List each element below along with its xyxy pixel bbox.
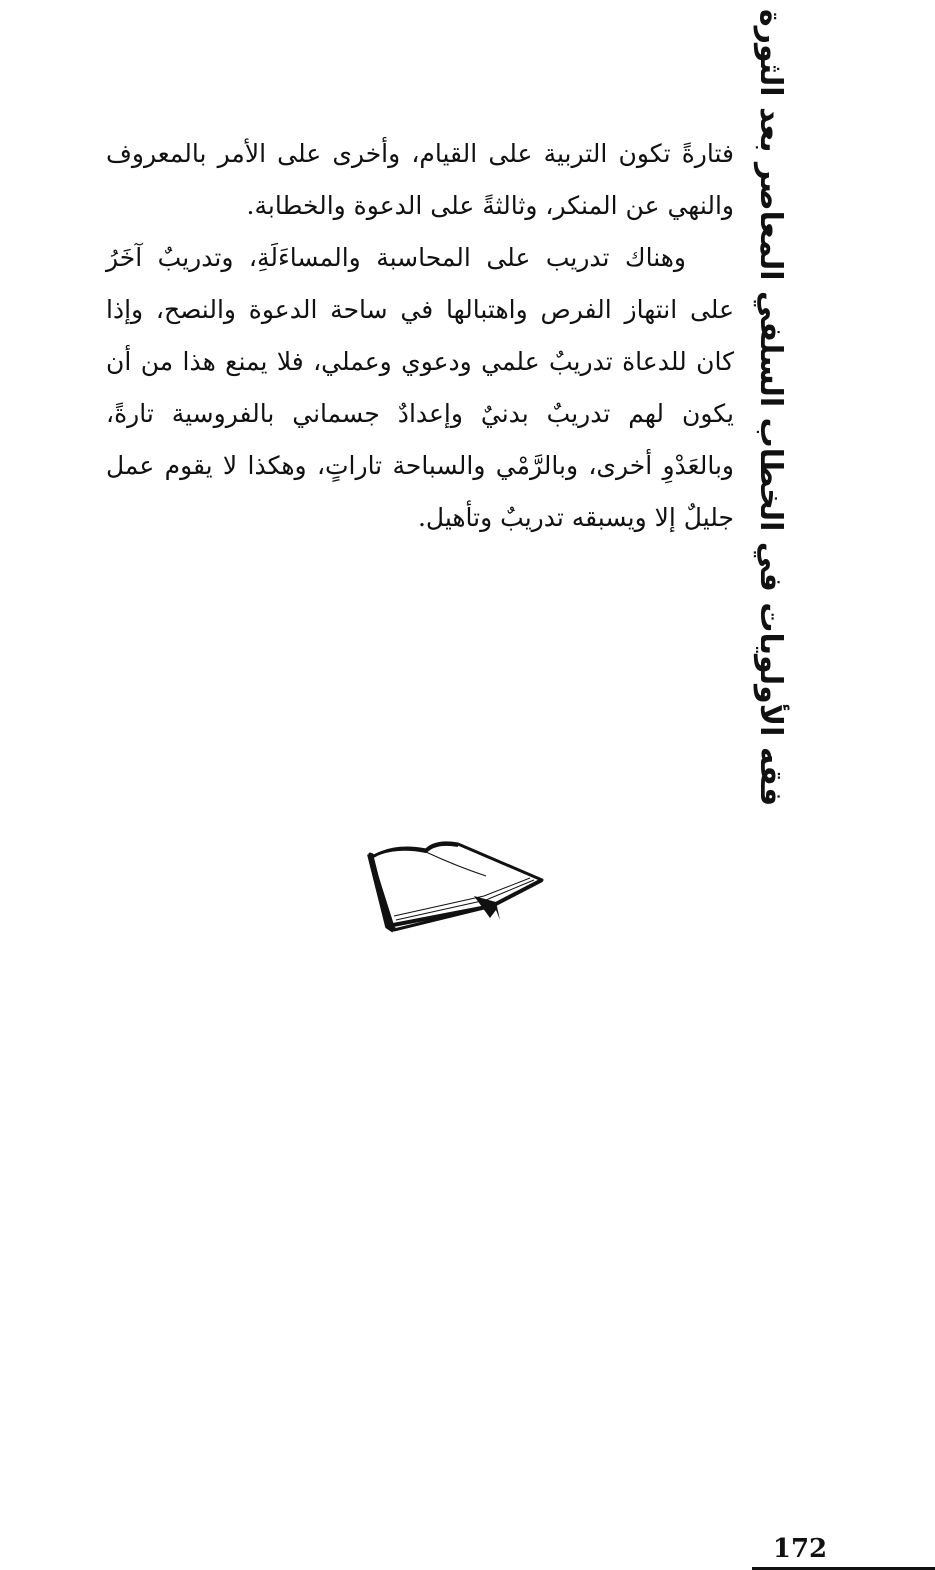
running-title-text: فقه الأولويات في الخطاب السلفي المعاصر بعد الثورة: [753, 9, 788, 807]
paragraph-2: وهناك تدريب على المحاسبة والمساءَلَةِ، وتدريبٌ آخَرُ على انتهاز الفرص واهتبالها في ساحة الدعوة والنصح، وإذا كان للدعاة تدريبٌ علمي ودعوي وعملي، فلا يمنع هذا من أن يكون لهم تدريبٌ بدنيٌ وإعدادٌ جسماني بالفروسية تارةً، وبالعَدْوِ أخرى، وبالرَّمْي والسباحة تاراتٍ، وهكذا لا يقوم عمل جليلٌ إلا ويسبقه تدريبٌ وتأهيل.: [106, 243, 734, 532]
main-text: [106, 128, 734, 544]
page-number: 172: [772, 1534, 828, 1564]
running-title: [748, 9, 792, 807]
paragraph-1: فتارةً تكون التربية على القيام، وأخرى على الأمر بالمعروف والنهي عن المنكر، وثالثةً على الدعوة والخطابة.: [106, 139, 734, 220]
open-book-icon: [366, 836, 546, 936]
